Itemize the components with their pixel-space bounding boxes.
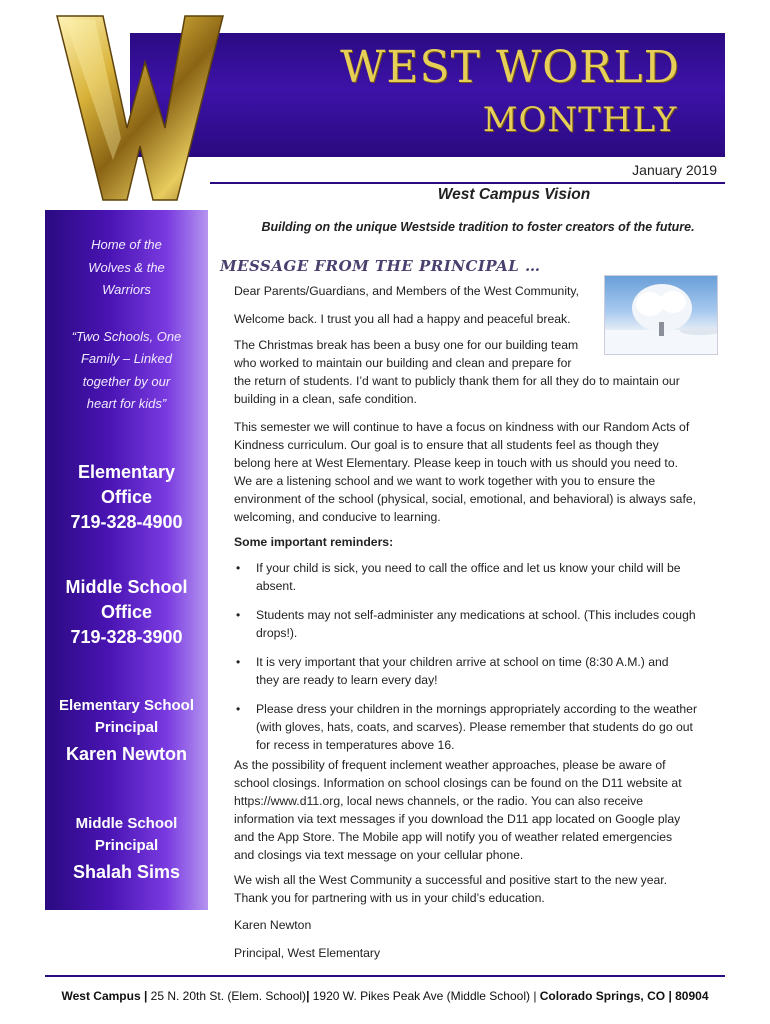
sidebar bbox=[45, 210, 208, 910]
middle-principal-name: Shalah Sims bbox=[72, 861, 181, 882]
sidebar-motto: “Two Schools, One Family – Linked together by our heart for kids” bbox=[71, 328, 182, 411]
weather-paragraph: As the possibility of frequent inclement weather approaches, please be aware of school closings. Information on school closings can be found on the D11 website at https://www.d11.org, local news channels, or the radio. You can also receive information via text messages if you download the D11 app located on Google play and the App Store. The Mobile app will notify you of weather related emergencies and closings via text message on your cellular phone. bbox=[234, 756, 722, 864]
elementary-principal-role: Elementary School Principal bbox=[58, 696, 195, 736]
issue-date: January 2019 bbox=[632, 162, 717, 178]
masthead-title: WEST WORLD bbox=[340, 42, 680, 93]
footer-address bbox=[45, 975, 725, 1015]
list-item: • Please dress your children in the mornings appropriately according to the weather (with gloves, hats, coats, and scarves). Please remember that students do go out for recess in temperatures above 16. bbox=[234, 700, 714, 754]
christmas-paragraph: The Christmas break has been a busy one for our building team who worked to maintain our building and clean and prepare for the return of students. I’d want to publicly thank them for all they do to maintain our building in a clean, safe condition. bbox=[234, 338, 680, 406]
sidebar-home-text: Home of the Wolves & the Warriors bbox=[88, 237, 165, 297]
list-item: • Students may not self-administer any medications at school. (This includes cough drops!). bbox=[234, 606, 714, 642]
welcome-paragraph: Welcome back. I trust you all had a happy and peaceful break. bbox=[234, 312, 571, 326]
vision-title: West Campus Vision bbox=[437, 186, 591, 203]
footer-elementary-address: 25 N. 20th St. (Elem. School) bbox=[147, 989, 307, 1003]
signature-title: Principal, West Elementary bbox=[234, 946, 381, 960]
signature-name: Karen Newton bbox=[234, 918, 312, 932]
reminders-title: Some important reminders: bbox=[234, 535, 394, 549]
footer-middle-address: 1920 W. Pikes Peak Ave (Middle School) | bbox=[309, 989, 540, 1003]
elementary-principal-name: Karen Newton bbox=[65, 743, 188, 764]
kindness-paragraph: This semester we will continue to have a focus on kindness with our Random Acts of Kindness curriculum. Our goal is to ensure that all students feel as though they belong here at West Elementary. Please keep in touch with us should you need to. We are a listening school and we want to work together with you to ensure the environment of the school (physical, social, emotional, and behavioral) is always safe, welcoming, and conducive to learning. bbox=[234, 420, 697, 524]
middle-principal-role: Middle School Principal bbox=[75, 814, 178, 854]
elementary-office-contact: Elementary Office 719-328-4900 bbox=[70, 461, 183, 532]
gold-w-logo-icon bbox=[55, 0, 225, 205]
footer-city: Colorado Springs, CO | 80904 bbox=[539, 989, 709, 1003]
closing-paragraph: We wish all the West Community a successful and positive start to the new year. Thank you for partnering with us in your child’s education. bbox=[234, 873, 668, 905]
reminders-list bbox=[234, 559, 714, 765]
d11-website-link: https://www.d11.org, local news channels, or the radio. You can also receive bbox=[234, 794, 643, 808]
footer-separator: | bbox=[306, 989, 310, 1003]
masthead-subtitle: MONTHLY bbox=[482, 100, 678, 140]
vision-subtitle: Building on the unique Westside tradition to foster creators of the future. bbox=[261, 220, 695, 234]
section-title: MESSAGE FROM THE PRINCIPAL … bbox=[220, 257, 541, 275]
list-item: • If your child is sick, you need to call the office and let us know your child will be absent. bbox=[234, 559, 714, 595]
middle-office-contact: Middle School Office 719-328-3900 bbox=[65, 576, 188, 647]
footer-campus: West Campus | bbox=[61, 989, 148, 1003]
date-strip bbox=[210, 158, 725, 184]
list-item: • It is very important that your children arrive at school on time (8:30 A.M.) and they are ready to learn every day! bbox=[234, 653, 714, 689]
greeting: Dear Parents/Guardians, and Members of the West Community, bbox=[234, 284, 580, 298]
